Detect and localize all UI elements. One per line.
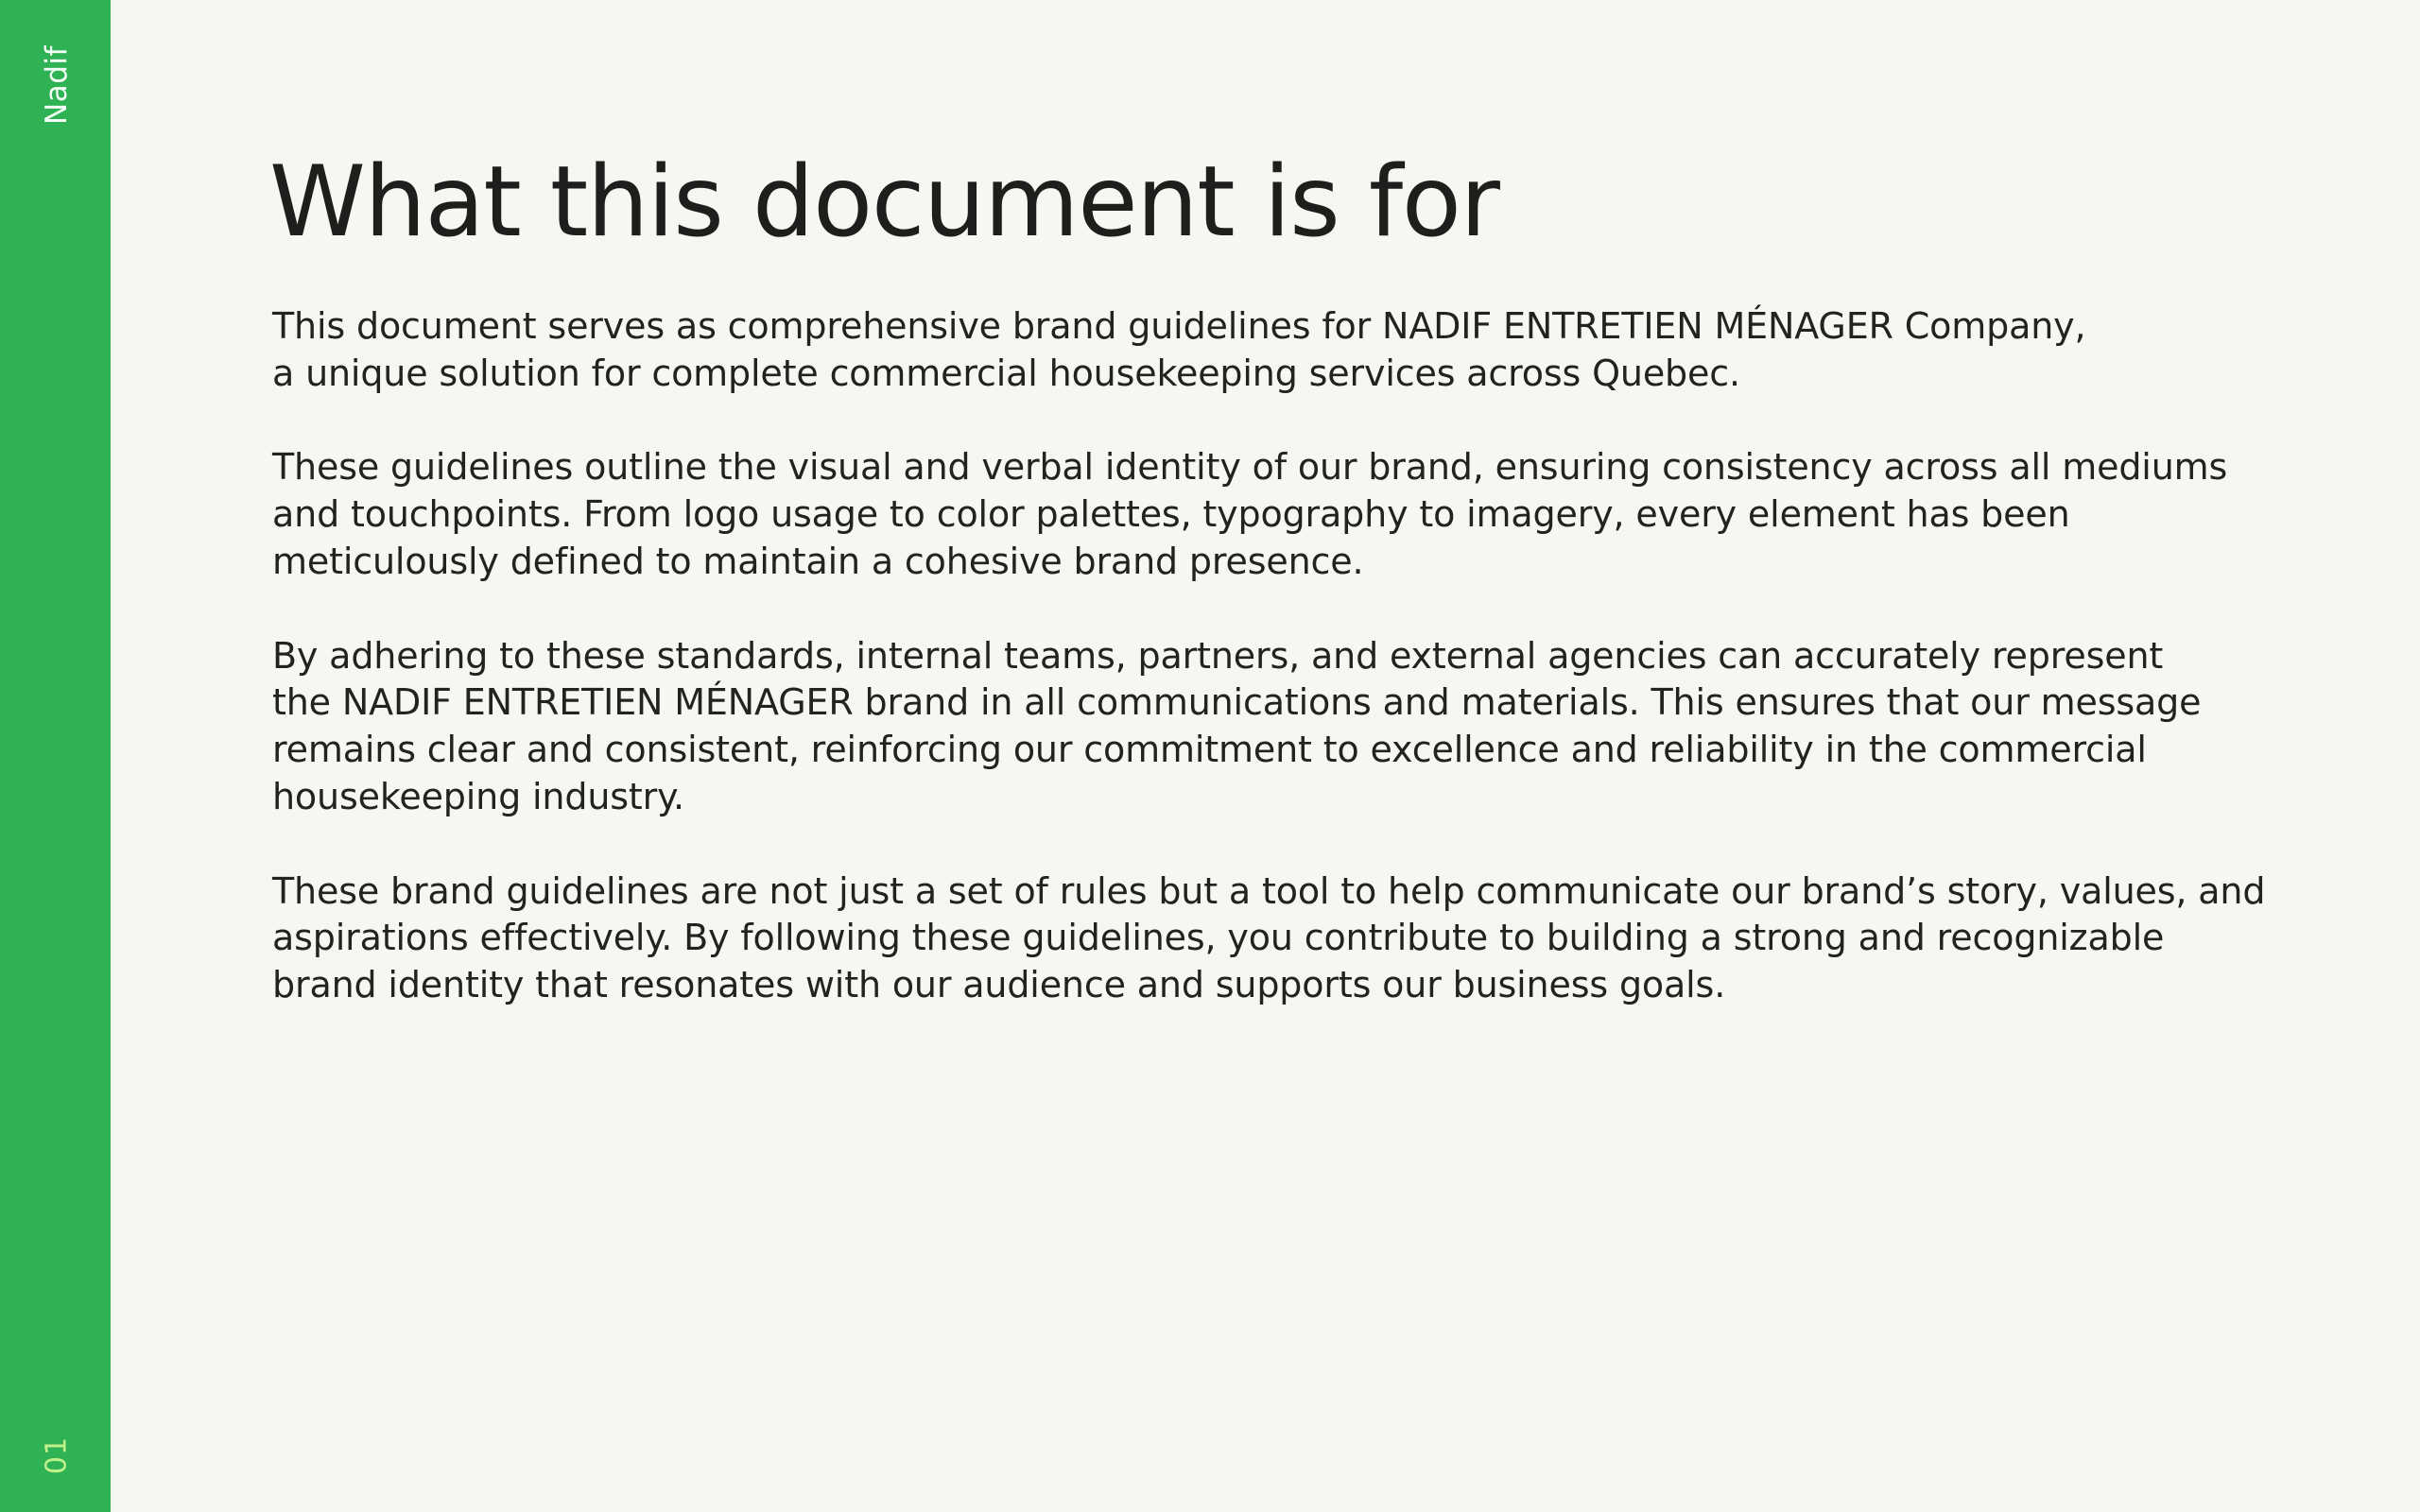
- body-copy: [272, 303, 2266, 1009]
- page-number: 01: [40, 1435, 74, 1475]
- page-title: What this document is for: [269, 146, 1499, 259]
- paragraph-standards: [272, 633, 2238, 821]
- paragraph-line: a unique solution for complete commercial housekeeping services across Quebec.: [272, 352, 1740, 394]
- paragraph-line: brand identity that resonates with our audience and supports our business goals.: [272, 964, 1726, 1006]
- paragraph-line: This document serves as comprehensive brand guidelines for NADIF ENTRETIEN MÉNAGER Company,: [272, 305, 2086, 347]
- paragraph-line: the NADIF ENTRETIEN MÉNAGER brand in all communications and materials. This ensures that our message: [272, 681, 2202, 724]
- paragraph-visual-identity: [272, 444, 2238, 585]
- brand-sidebar: [0, 0, 111, 1512]
- paragraph-line: These guidelines outline the visual and verbal identity of our brand, ensuring consistency across all mediums: [272, 446, 2228, 489]
- paragraph-line: These brand guidelines are not just a set of rules but a tool to help communicate our brand’s story, values, and: [272, 869, 2266, 912]
- paragraph-brand-goals: [272, 868, 2266, 1009]
- paragraph-line: remains clear and consistent, reinforcing our commitment to excellence and reliability in the commercial: [272, 729, 2147, 771]
- paragraph-line: housekeeping industry.: [272, 775, 684, 817]
- paragraph-purpose: [272, 303, 2238, 398]
- paragraph-line: aspirations effectively. By following these guidelines, you contribute to building a strong and recognizable: [272, 917, 2165, 959]
- paragraph-line: By adhering to these standards, internal teams, partners, and external agencies can accurately represent: [272, 634, 2164, 677]
- paragraph-line: and touchpoints. From logo usage to color palettes, typography to imagery, every element has been: [272, 493, 2070, 536]
- brand-label: Nadif: [40, 45, 74, 125]
- document-content: [269, 142, 2266, 1057]
- paragraph-line: meticulously defined to maintain a cohesive brand presence.: [272, 540, 1364, 582]
